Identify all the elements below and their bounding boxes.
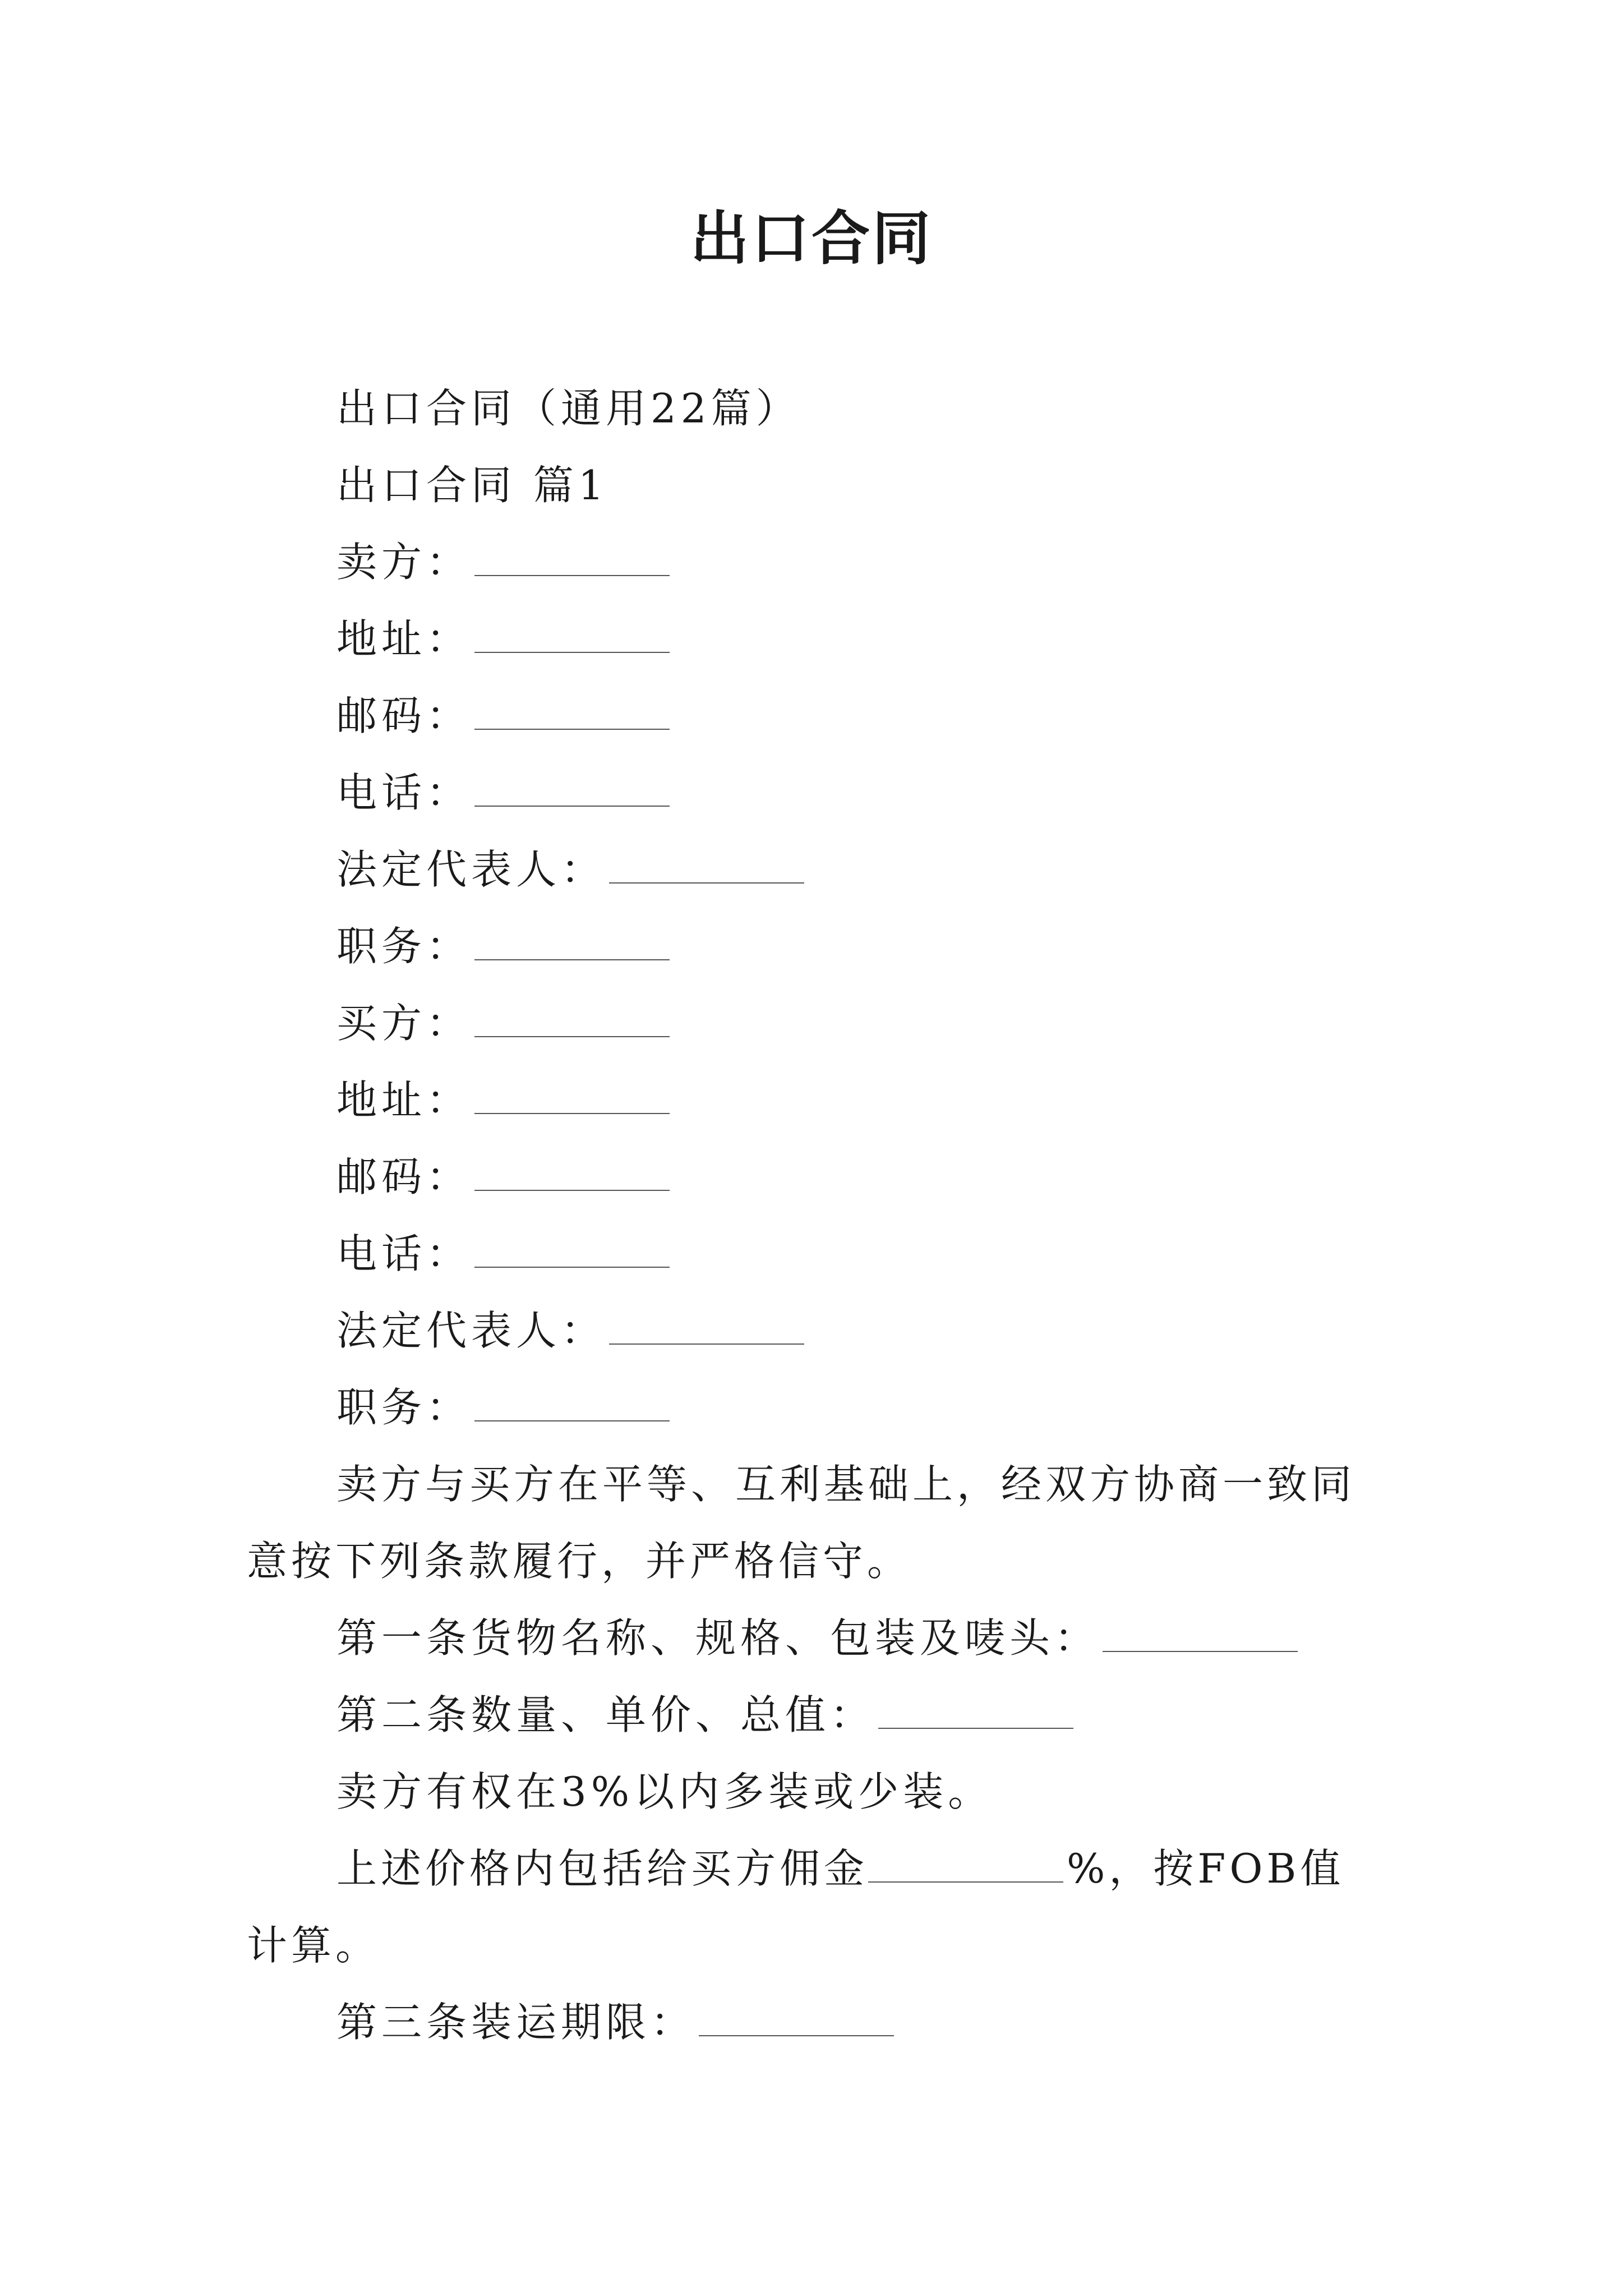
article-3: 第三条装运期限：: [247, 1984, 1385, 2061]
fill-blank: [474, 773, 670, 807]
fill-blank: [474, 1157, 670, 1191]
fill-blank: [474, 1234, 670, 1268]
document-body: [247, 370, 1385, 2061]
buyer-legal-rep-field: 法定代表人：: [247, 1292, 1385, 1369]
fill-blank: [474, 1080, 670, 1114]
buyer-position-field: 职务：: [247, 1369, 1385, 1446]
fill-blank: [868, 1849, 1063, 1883]
fill-blank: [699, 2003, 894, 2036]
buyer-phone-field: 电话：: [247, 1216, 1385, 1292]
fill-blank: [878, 1695, 1073, 1729]
seller-address-field: 地址：: [247, 601, 1385, 678]
section-heading: 出口合同 篇1: [336, 462, 608, 509]
fill-blank: [474, 619, 670, 653]
fill-blank: [474, 542, 670, 576]
seller-position-field: 职务：: [247, 908, 1385, 985]
fill-blank: [609, 1311, 804, 1345]
buyer-address-field: 地址：: [247, 1062, 1385, 1139]
quantity-note: 卖方有权在3%以内多装或少装。: [336, 1768, 993, 1815]
seller-legal-rep-field: 法定代表人：: [247, 831, 1385, 908]
fill-blank: [474, 1388, 670, 1421]
fill-blank: [474, 927, 670, 960]
fill-blank: [609, 850, 804, 884]
buyer-name-field: 买方：: [247, 985, 1385, 1062]
fill-blank: [474, 696, 670, 730]
article-2: 第二条数量、单价、总值：: [247, 1677, 1385, 1754]
commission-paragraph: 上述价格内包括给买方佣金 %，按FOB值计算。: [247, 1845, 1345, 1969]
seller-phone-field: 电话：: [247, 754, 1385, 831]
fill-blank: [1103, 1618, 1298, 1652]
article-1: 第一条货物名称、规格、包装及唛头：: [247, 1600, 1385, 1677]
document-title: 出口合同: [690, 204, 933, 273]
document-subtitle: 出口合同（通用22篇）: [336, 385, 801, 432]
buyer-postcode-field: 邮码：: [247, 1139, 1385, 1216]
fill-blank: [474, 1004, 670, 1037]
seller-name-field: 卖方：: [247, 524, 1385, 601]
intro-paragraph: 卖方与买方在平等、互利基础上，经双方协商一致同意按下列条款履行，并严格信守。: [247, 1461, 1356, 1585]
seller-postcode-field: 邮码：: [247, 678, 1385, 754]
